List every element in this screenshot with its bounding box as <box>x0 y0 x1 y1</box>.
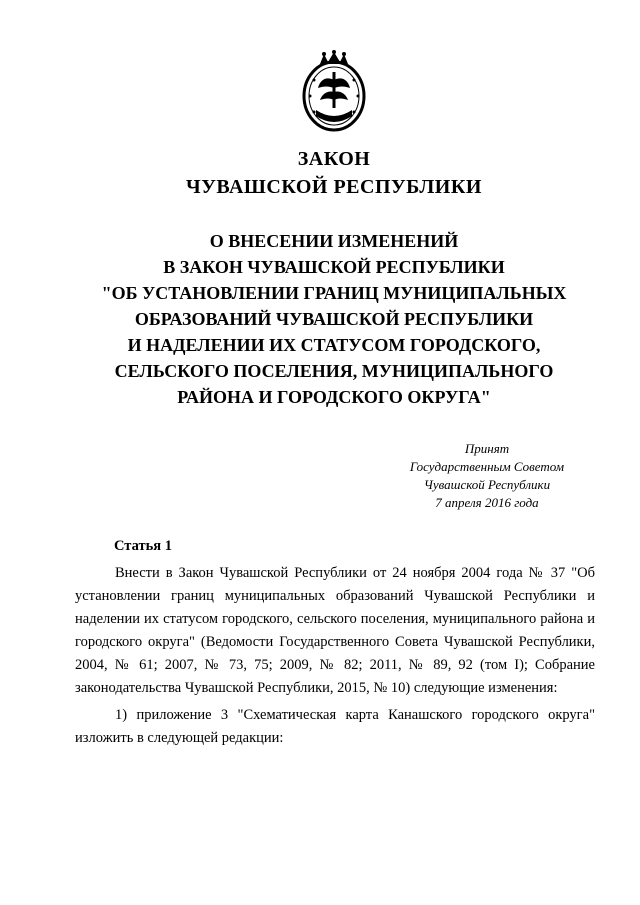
article-body <box>75 562 595 750</box>
adoption-line: Чувашской Республики <box>423 477 551 492</box>
article-paragraph: Внести в Закон Чувашской Республики от 24 ноября 2004 года № 37 "Об установлении границ муниципальных образований Чувашской Республики и наделении их статусом городского, сельского поселения, муниципального района и городского округа" (Ведомости Государственного Совета Чувашской Республики, 2004, № 61; 2007, № 73, 75; 2009, № 82; 2011, № 89, 92 (том I); Собрание законодательства Чувашской Республики, 2015, № 10) следующие изменения: <box>75 565 595 696</box>
law-subject-heading <box>0 228 640 410</box>
coat-of-arms-icon <box>298 50 370 134</box>
subject-line: О ВНЕСЕНИИ ИЗМЕНЕНИЙ <box>209 231 459 251</box>
article-paragraph: 1) приложение 3 "Схематическая карта Канашского городского округа" изложить в следующей редакции: <box>75 707 595 746</box>
subject-line: И НАДЕЛЕНИИ ИХ СТАТУСОМ ГОРОДСКОГО, <box>127 335 541 355</box>
document-issuer: ЧУВАШСКОЙ РЕСПУБЛИКИ <box>186 176 482 198</box>
adoption-line: Государственным Советом <box>409 459 565 474</box>
document-title: ЗАКОН <box>297 148 371 170</box>
article-heading: Статья 1 <box>114 538 172 554</box>
subject-line: ОБРАЗОВАНИЙ ЧУВАШСКОЙ РЕСПУБЛИКИ <box>134 309 534 329</box>
subject-line: СЕЛЬСКОГО ПОСЕЛЕНИЯ, МУНИЦИПАЛЬНОГО <box>114 361 554 381</box>
adoption-note <box>395 440 579 512</box>
adoption-line: Принят <box>464 441 510 456</box>
subject-line: РАЙОНА И ГОРОДСКОГО ОКРУГА" <box>177 387 491 407</box>
subject-line: В ЗАКОН ЧУВАШСКОЙ РЕСПУБЛИКИ <box>163 257 505 277</box>
adoption-date: 7 апреля 2016 года <box>435 495 539 510</box>
subject-line: "ОБ УСТАНОВЛЕНИИ ГРАНИЦ МУНИЦИПАЛЬНЫХ <box>101 283 567 303</box>
